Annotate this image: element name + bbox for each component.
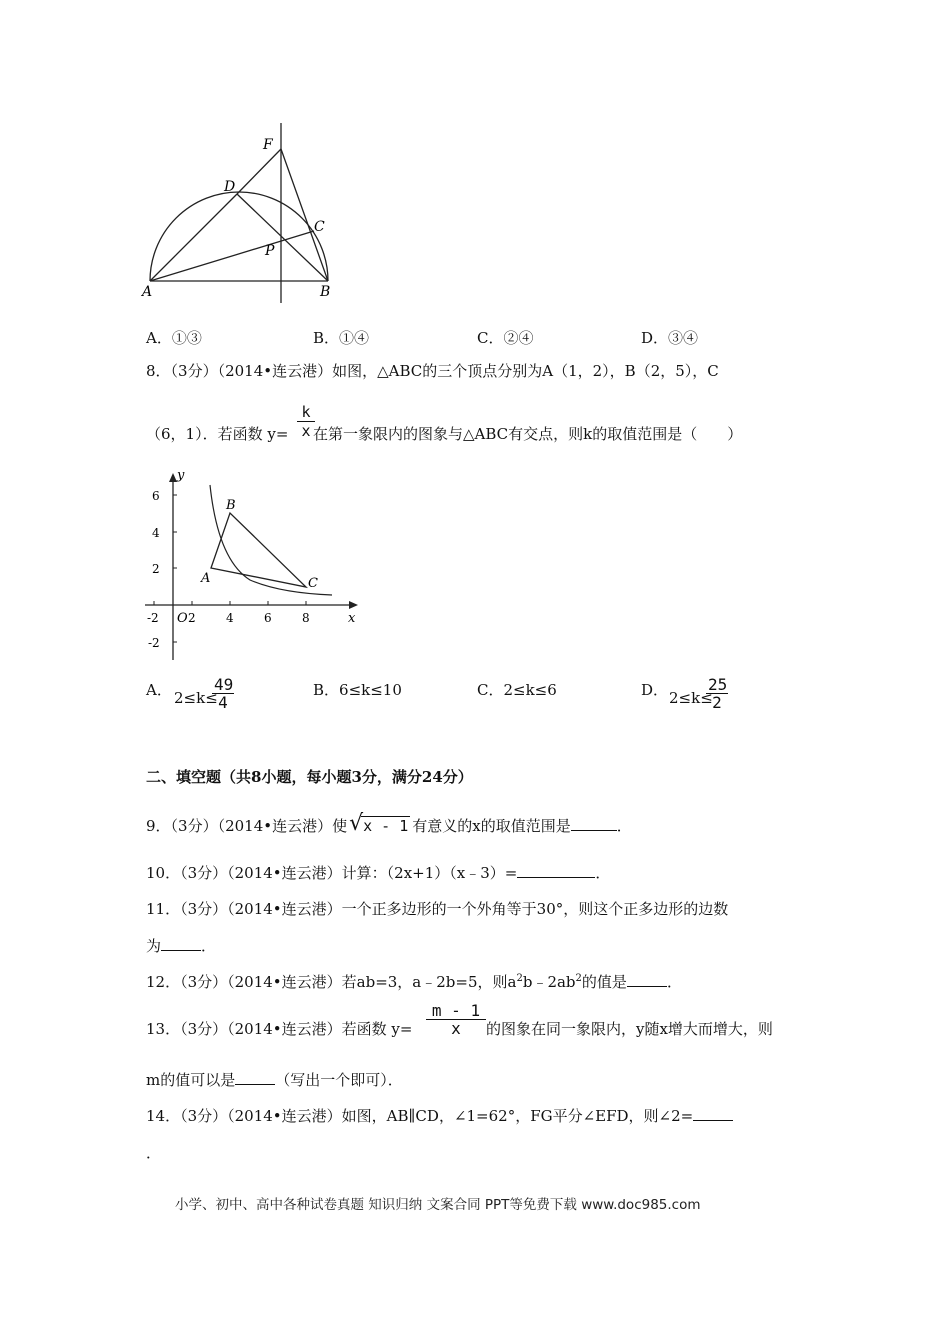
- q8-option-d-text: 2≤k≤: [669, 689, 713, 707]
- q10-end: ．: [595, 864, 611, 882]
- q8-option-a-num: 49: [214, 675, 234, 694]
- q9-radicand: x - 1: [363, 817, 409, 835]
- q14: [146, 1105, 733, 1126]
- q12-after: 的值是: [581, 973, 627, 991]
- q14-line2: ．: [146, 1144, 162, 1162]
- q12-mid: b﹣2ab: [522, 973, 576, 991]
- q13-line2-after: （写出一个即可）．: [275, 1071, 403, 1089]
- q8-option-a-den: 4: [218, 693, 228, 712]
- tick-label-x-2: 2: [188, 611, 196, 625]
- q11-end: ．: [201, 937, 217, 955]
- q9-end: ．: [616, 817, 632, 835]
- q8-option-c: C．2≤k≤6: [477, 681, 557, 699]
- tick-label-x--2: -2: [147, 611, 159, 625]
- q12-answer-blank[interactable]: [627, 972, 667, 987]
- q8-option-a-fraction: [212, 676, 234, 712]
- q8-option-b: B．6≤k≤10: [313, 681, 402, 699]
- tick-label-y--2: -2: [148, 636, 160, 650]
- point-a-label: A: [201, 571, 211, 586]
- label-d: D: [224, 179, 236, 195]
- tick-label-y-4: 4: [152, 526, 160, 540]
- q14-text: 14．（3分）（2014•连云港）如图，AB∥CD，∠1=62°，FG平分∠EFD，则∠2=: [146, 1107, 694, 1125]
- q12-sup2: 2: [575, 973, 582, 984]
- q9-before: 9．（3分）（2014•连云港）使: [146, 817, 348, 835]
- q9-answer-blank[interactable]: [571, 816, 617, 831]
- q13-fraction: [426, 1002, 486, 1038]
- tick-label-x-8: 8: [302, 611, 310, 625]
- q11-line2-text: 为: [146, 937, 162, 955]
- q13-line2-text: m的值可以是: [146, 1071, 236, 1089]
- label-b: B: [320, 284, 331, 300]
- q7-option-b: B．①④: [313, 329, 370, 347]
- q8-option-a-letter: A．: [146, 681, 172, 699]
- y-axis-arrow: [169, 473, 177, 482]
- q8-line2-before: （6，1）．若函数 y=: [146, 425, 289, 443]
- q11-line1: 11．（3分）（2014•连云港）一个正多边形的一个外角等于30°，则这个正多边形的边数: [146, 900, 729, 918]
- q8-coordinate-figure: [140, 465, 365, 665]
- y-axis-label: y: [177, 468, 185, 483]
- q13-line1-after: 的图象在同一象限内，y随x增大而增大，则: [486, 1020, 773, 1038]
- x-axis-arrow: [349, 601, 358, 609]
- q8-option-d-letter: D．: [641, 681, 669, 699]
- q9-sqrt: [349, 811, 410, 836]
- tick-label-y-6: 6: [152, 489, 160, 503]
- q9: [146, 811, 632, 836]
- section2-heading: 二、填空题（共8小题，每小题3分，满分24分）: [146, 768, 473, 786]
- q13-line1-before: 13．（3分）（2014•连云港）若函数 y=: [146, 1020, 413, 1038]
- q12-end: ．: [666, 973, 682, 991]
- label-a: A: [142, 284, 153, 300]
- q10-text: 10．（3分）（2014•连云港）计算：（2x+1）（x﹣3）=: [146, 864, 518, 882]
- tick-label-x-4: 4: [226, 611, 234, 625]
- x-axis-label: x: [348, 611, 356, 626]
- q8-option-d-num: 25: [708, 675, 728, 694]
- label-c: C: [314, 219, 325, 235]
- q7-geometry-figure: [135, 118, 350, 303]
- q8-option-a-text: 2≤k≤: [174, 689, 218, 707]
- sqrt-sign-icon: √: [349, 811, 364, 836]
- q7-option-a: A．①③: [146, 329, 202, 347]
- q8-frac-num: k: [297, 404, 315, 422]
- q9-after: 有意义的x的取值范围是: [412, 817, 571, 835]
- q8-option-d-den: 2: [712, 693, 722, 712]
- label-p: P: [265, 243, 275, 259]
- label-f: F: [263, 137, 273, 153]
- q13-answer-blank[interactable]: [235, 1070, 275, 1085]
- q13-frac-num: m - 1: [426, 1002, 486, 1020]
- tick-label-y-2: 2: [152, 562, 160, 576]
- q14-answer-blank[interactable]: [693, 1106, 733, 1121]
- tick-label-x-6: 6: [264, 611, 272, 625]
- q12: [146, 971, 682, 992]
- segment-bd: [237, 194, 328, 281]
- q8-option-d-fraction: [706, 676, 728, 712]
- q8-line2-after: 在第一象限内的图象与△ABC有交点，则k的取值范围是（ ）: [313, 425, 743, 443]
- q11-answer-blank[interactable]: [161, 936, 201, 951]
- page-footer: 小学、初中、高中各种试卷真题 知识归纳 文案合同 PPT等免费下载 www.doc985.com: [175, 1197, 701, 1213]
- q10-answer-blank[interactable]: [517, 863, 595, 878]
- q7-option-c: C．②④: [477, 329, 534, 347]
- q13-line2: [146, 1069, 403, 1090]
- segment-df: [237, 149, 281, 194]
- q10: [146, 862, 610, 883]
- q7-option-d: D．③④: [641, 329, 699, 347]
- q11-line2: [146, 935, 216, 956]
- q8-line1: 8．（3分）（2014•连云港）如图，△ABC的三个顶点分别为A（1，2），B（2，5），C: [146, 362, 719, 380]
- segment-fb: [281, 149, 328, 281]
- point-b-label: B: [226, 498, 236, 513]
- origin-label: O: [177, 611, 188, 626]
- q12-sup1: 2: [516, 973, 523, 984]
- q8-frac-den: x: [301, 422, 311, 440]
- q13-frac-den: x: [451, 1019, 461, 1038]
- q12-before: 12．（3分）（2014•连云港）若ab=3，a﹣2b=5，则a: [146, 973, 517, 991]
- point-c-label: C: [308, 576, 318, 591]
